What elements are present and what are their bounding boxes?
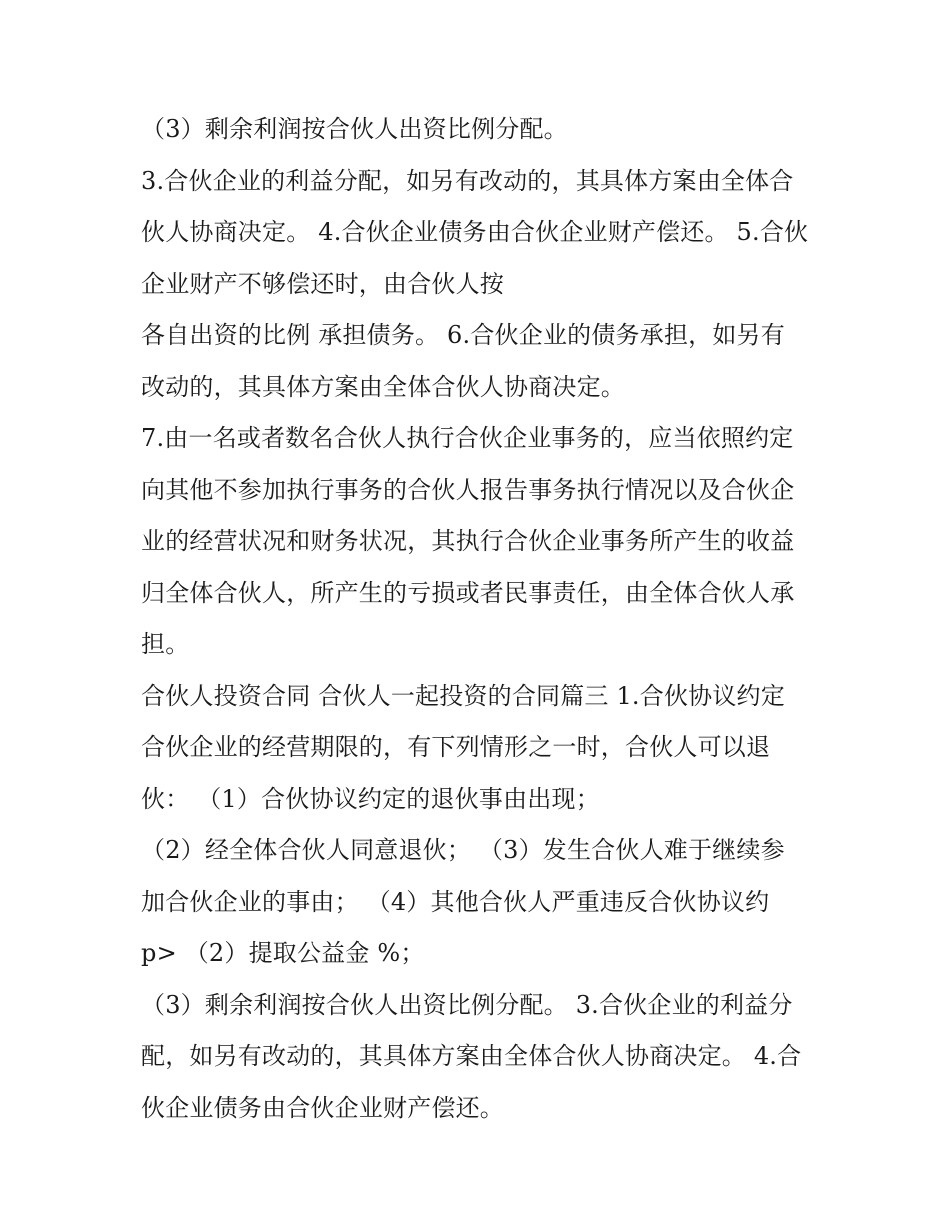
text-line: 3.合伙企业的利益分配，如另有改动的，其具体方案由全体合 xyxy=(141,166,794,195)
text-line: 7.由一名或者数名合伙人执行合伙企业事务的，应当依照约定 xyxy=(141,424,794,452)
text-line: 企业财产不够偿还时，由合伙人按 xyxy=(141,269,504,298)
text-line: p> （2）提取公益金 %； xyxy=(141,939,425,967)
text-line: 改动的，其具体方案由全体合伙人协商决定。 xyxy=(141,372,625,401)
text-line: 业的经营状况和财务状况，其执行合伙企业事务所产生的收益 xyxy=(141,527,795,555)
text-line: 合伙企业的经营期限的，有下列情形之一时，合伙人可以退 xyxy=(141,733,771,761)
text-line: （3）剩余利润按合伙人出资比例分配。 3.合伙企业的利益分 xyxy=(141,990,793,1019)
text-line: （3）剩余利润按合伙人出资比例分配。 xyxy=(141,115,568,143)
text-line: 合伙人投资合同 合伙人一起投资的合同篇三 1.合伙协议约定 xyxy=(141,681,785,710)
text-line: 向其他不参加执行事务的合伙人报告事务执行情况以及合伙企 xyxy=(141,475,795,504)
text-line: 各自出资的比例 承担债务。 6.合伙企业的债务承担，如另有 xyxy=(141,321,785,349)
text-line: 配，如另有改动的，其具体方案由全体合伙人协商决定。 4.合 xyxy=(141,1042,802,1070)
text-line: 归全体合伙人，所产生的亏损或者民事责任，由全体合伙人承 xyxy=(141,578,795,607)
text-line: 伙人协商决定。 4.合伙企业债务由合伙企业财产偿还。 5.合伙 xyxy=(141,218,809,246)
text-line: 担。 xyxy=(141,630,190,658)
text-line: 加合伙企业的事由； （4）其他合伙人严重违反合伙协议约 xyxy=(141,887,770,916)
text-line: 伙： （1）合伙协议约定的退伙事由出现； xyxy=(141,784,600,813)
text-line: 伙企业债务由合伙企业财产偿还。 xyxy=(141,1093,504,1122)
document-body xyxy=(141,104,821,1134)
text-line: （2）经全体合伙人同意退伙； （3）发生合伙人难于继续参 xyxy=(141,836,785,864)
